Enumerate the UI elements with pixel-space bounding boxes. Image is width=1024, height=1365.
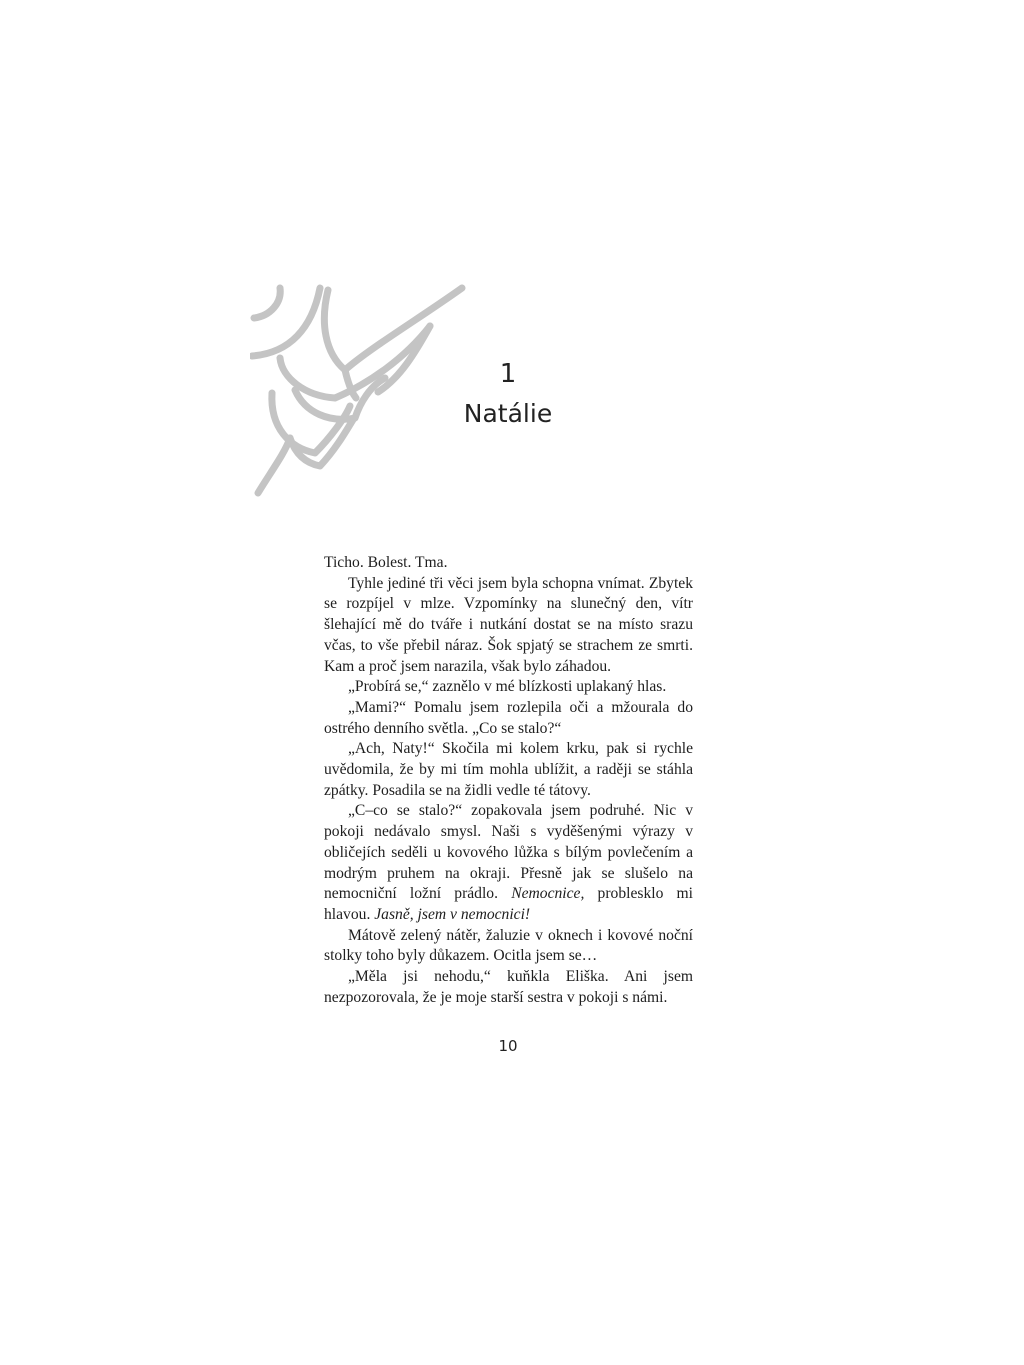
paragraph-text: „Probírá se,“ zaznělo v mé blízkosti uplakaný hlas. [348, 678, 667, 696]
paragraph-text: „Měla jsi nehodu,“ kuňkla Eliška. Ani jsem nezpozorovala, že je moje starší sestra v pokoji s námi. [324, 968, 693, 1006]
paragraph [324, 739, 693, 801]
paragraph-text: Tyhle jediné tři věci jsem byla schopna vnímat. Zbytek se rozpíjel v mlze. Vzpomínky na slunečný den, vítr šlehající mě do tváře i nutkání dostat se na místo srazu včas, to vše přebil náraz. Šok spjatý se strachem ze smrti. Kam a proč jsem narazila, však bylo záhadou. [324, 574, 693, 675]
paragraph-text: „C–co se stalo?“ zopakovala jsem podruhé. Nic v pokoji nedávalo smysl. Naši s vyděšenými výrazy v obličejích seděli u kovového lůžka s bílým povlečením a modrým pruhem na okraji. Přesně jak se slušelo na nemocniční ložní prádlo. [324, 802, 693, 903]
sunflower-petals-icon [250, 278, 480, 503]
paragraph [324, 553, 693, 574]
chapter-title: Natálie [463, 399, 553, 428]
paragraph-text: Mátově zelený nátěr, žaluzie v oknech i kovové noční stolky toho byly důkazem. Ocitla jsem se… [324, 926, 693, 965]
paragraph-text: Ticho. Bolest. Tma. [324, 554, 448, 571]
paragraph [324, 926, 693, 967]
paragraph [324, 967, 693, 1008]
paragraph [324, 801, 693, 925]
chapter-body-text [324, 553, 693, 1008]
chapter-number: 1 [499, 359, 517, 389]
paragraph-text: problesklo mi hlavou. [324, 885, 693, 923]
page-number: 10 [498, 1037, 518, 1055]
italic-text: Nemocnice, [511, 885, 585, 903]
paragraph-text: „Ach, Naty!“ Skočila mi kolem krku, pak si rychle uvědomila, že by mi tím mohla ublížit, a raději se stáhla zpátky. Posadila se na židli vedle té tátovy. [324, 740, 693, 799]
italic-text: Jasně, jsem v nemocnici! [374, 905, 531, 923]
paragraph-text: „Mami?“ Pomalu jsem rozlepila oči a mžourala do ostrého denního světla. „Co se stalo?“ [324, 698, 693, 737]
paragraph [324, 574, 693, 678]
paragraph [324, 677, 693, 698]
paragraph [324, 698, 693, 739]
